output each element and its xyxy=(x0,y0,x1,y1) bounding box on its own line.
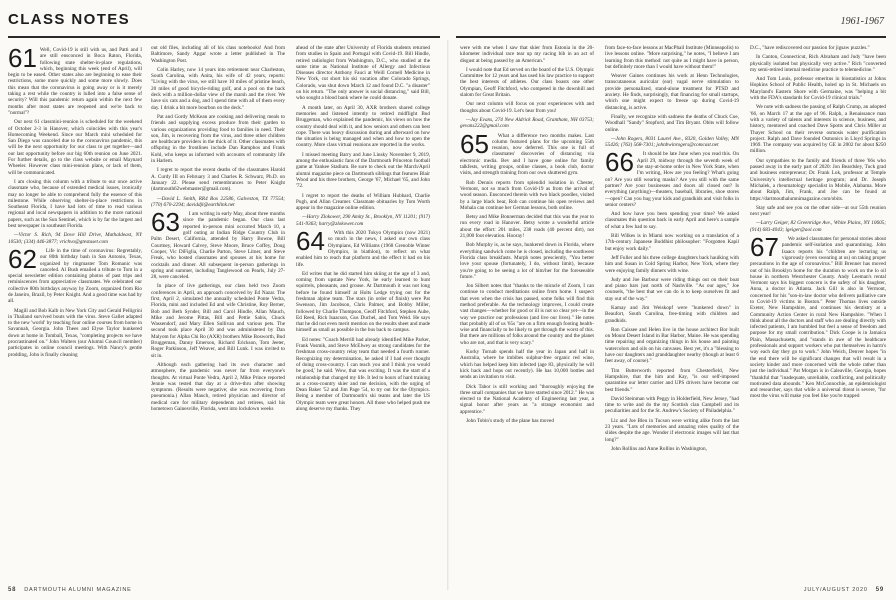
paragraph: In Canton, Connecticut, Rich Abraham and Judy "have been physically isolated but physically very active." Rich "converted my semi-retired internal medicine practice to telemedicine." xyxy=(750,54,886,73)
class-entry xyxy=(296,226,430,268)
paragraph: Although each gathering had its own character and atmosphere, the pandemic was never far from everyone's thoughts. At virtual Ponte Vedra, April 2, Mike Prince reported Jennie was tested that day at a drive-thru after showing symptoms. (Results were negative; she was recovering from pneumonia.) Allan Mauch, retired physician and director of medical care for military dependents and retirees, said his hometown Gainesville, Florida, went into lockdown weeks xyxy=(151,361,285,413)
paragraph: Weaver Gaines continues his work at Henn Technologies, transcutaneous auricular (ear) vagal nerve stimulation to provide personalized, stand-alone treatment for PTSD and anxiety. He finds, surprisingly, that financing for small startups, which one might expect to freeze up during Covid-19 distancing, is active. xyxy=(605,73,739,111)
class-year-number: 67 xyxy=(750,232,779,263)
issue-date: JULY/AUGUST 2020 xyxy=(803,587,868,593)
class-entry xyxy=(151,207,285,281)
paragraph: Ron Caissee and Helen live in the house architect Bor built on Mount Desert Island in Bar Harbor, Maine. He was spending time repairing and organizing things in his house and painting watercolors and oils on his canvases. Best yet, it's a "blessing to have our daughters and granddaughter nearby (though at least 6 feet away, of course)." xyxy=(605,326,739,365)
paragraph: John Rollins and Anne Rollins in Washington, xyxy=(611,445,707,452)
paragraph: Ed writes that he did started him skiing at the age of 3 and, coming from upstate New York, he early learned to hunt squirrels, pheasants, and grouse. At Dartmouth it was not long before he found himself at Holts Ledge trying out for the freshman alpine team. The stars (in order of finish) were Pat Swenson, Jim Jacobson, Chris Palmer, and Bobby Miller, followed by Charlie Thompson, Geoff Fitchford, Stephen Aube, Ed Reed, Rick Isaacson, Gus Duchel, and Tom Weid. He says that he did not even merit mention on the results sheet and made himself as small as possible in the bus back to campus. xyxy=(296,270,430,334)
paragraph-text: Well, Covid-19 is still with us, and Patti and I are still ensconced in Boca Raton, Florida, following state shelter-in-place regulations, which, beginning this week (end of April), will begin to be eased. Other states also are beginning to ease their restrictions, some more quickly and some more slowly. Does this mean that the coronavirus is going away or is it merely taking a rest while the country is lulled into a false sense of security? Will this pandemic return again within the next few months after most states are reopened and we're back to "normal"? xyxy=(8,47,142,116)
class-entry xyxy=(460,128,594,177)
signature: —John Rogers, 8031 Laurel Ave., 8320, Golden Valley, MN 55426; (763) 568-7301; johnbwinrogers@comcast.net xyxy=(605,135,739,149)
column-1 xyxy=(8,45,142,580)
class-entry xyxy=(8,47,142,116)
paragraph: Colin Harley, now 14 years into retirement near Charleston, South Carolina, with Anita, his wife of 42 years, reports: "Living with the virus, we still have 10 miles of pristine beach, 20 miles of good bicycle-riding golf, and a pool on the back deck with a million-dollar view of the marsh and the river. We have six cats and a dog, and I spend time with all of them every day. I drink a bit more bourbon on the deck." xyxy=(151,66,285,111)
class-entry xyxy=(8,243,142,305)
paragraph: John Tobin's study of the plane has moved xyxy=(466,418,554,425)
paragraph-text: Life in the time of coronavirus: Regrettably, our 80th birthday bash in San Antonio, Texas, organized by ringmaster Tom Romanic was canceled. Al Bush emailed a tribute to Tom in a special newsletter edition containing photos of past trips and reminiscences from appreciative classmates. We celebrated our collective 80th birthdays anyway by Zoom, organized from Rio de Janeiro, Brazil, by Peter Knight. And a good time was had by all. xyxy=(8,247,142,305)
paragraph: Our next column will focus on your experiences with and thoughts about Covid-19. Let's hear from you! xyxy=(460,101,594,114)
paragraph: were with me when I saw that skier from Estonia in the 20-kilometer individual race tear up my racing bib in an act of disgust at being passed by an American." xyxy=(460,45,594,64)
paragraph: And Tom Louis, professor emeritus in biostatistics at Johns Hopkins School of Public Health, holed up in St. Michaels on Maryland's Eastern Shore with Germaine, was "helping a bit with the FDA's standards for Covid-19 clinical trials." xyxy=(750,76,886,102)
paragraph: Rob Dennis reports from splendid isolation in Chester, Vermont, not so much from Covid-19 as from the arrival of wood season. Ensconced therein with two black poodles, visited by a large black bear, Rob can continue his open reviews and Mohala can continue her German lessons, both online. xyxy=(460,179,594,211)
page-gutter xyxy=(447,40,449,590)
paragraph-text: I am writing in early May, about three months since the pandemic began. Our class last reported in-person mini occurred March 10, a golf outing at Indian Ridge Country Club in Palm Desert, California, attended by Harry Bowne, Bill Courtney, Howard Calvey, Steve Moore, Bruce Coffey, Doug Cooper, Vic DiFiglia, Charlie Parton, Steve Litner, and Steve Freak, who hosted classmates and spouses at his home for cocktails and dinner. All subsequent in-person gatherings in spring and summer, including Tanglewood on Pearls, July 27-28, were canceled. xyxy=(151,211,285,281)
section-title: CLASS NOTES xyxy=(8,11,131,28)
column-5 xyxy=(605,45,739,580)
column-6 xyxy=(750,45,886,580)
paragraph: Judy and Joe Barbour were riding things out on their boat and piano bars just north of Nashville. "As our ages," Joe counsels, "the best that we can do is to keep ourselves fit and stay out of the way." xyxy=(605,276,739,302)
class-year-number: 65 xyxy=(460,128,489,159)
paragraph: Korky Tornab spends half the year in Japan and half in Australia, where he imbibes sulphur-free organic red wine, which has helped keep him infected (age 83, physically he will kick back and hops out recently). He has 10,000 bottles and sends an invitation to visit. xyxy=(460,349,594,381)
paragraph: And how have you been spending your time? We asked classmates this question back in early April and here's a sample of what a few had to say. xyxy=(605,211,739,230)
paragraph: Jeff Fuller and his three college daughters back haulking with him and Susan in Cold Spring Harbor, New York, where they were enjoying family dinners with wine. xyxy=(605,254,739,274)
paragraph: Stay safe and see you on the other side—at our 55th reunion next year! xyxy=(750,204,886,218)
paragraph: Liz and Joe Bleu in Tucson were writing alike from the last 23 years. "Lots of memories and amazing roles quality of the slides despite the age. Wonder if electronic images will last that long?" xyxy=(605,417,739,443)
class-years: 1961-1967 xyxy=(840,16,884,27)
signature: —Larry Geiger, 82 Greenridge Ave., White Plains, NY 10605; (914) 683-4043; lgeiger@aol.com xyxy=(750,220,886,233)
paragraph: I regret to report the recent deaths of the classmates Harold A. Curdy III on February 3 and Charles R. Schwarz, Ph.D. on January 22. Please send remembrances to Peter Knight (dartmouth62webmaster@gmail.com). xyxy=(151,167,285,193)
paragraph: Magill and Bob Kalb in New York City and Gerald Pelligrini in Thailand survived bouts with the virus. Steve Gallet adapted to the new 'world' by teaching four online courses from home in Savannah, Georgia. John Thees and Elyse Taylor hunkered down at home in Tomball, Texas, "completing projects we have procrastinated on." John Walters (our Alumni Council member) participates in online council meetings. With Nancy's gentle prodding, John is finally cleaning xyxy=(8,307,142,358)
paragraph: Bob Murphy is, as he says, hunkered down in Florida, where everything sandwich come he is closed, including the southwest Florida class breakfasts. Murph notes presciently, "You better love your spouse (fortunately, I do, without limit), because you're going to be seeing a lot of him/her for the foreseeable future." xyxy=(460,242,594,280)
paragraph-text: It should be late June when you read this. On April 29, midway through the seventh week of the stay-at-home order in New York State, when I'm writing, How are you feeling? What's going on? Are you still wearing masks? Are you still with the same partner? Are your businesses and doors all closed out? Is everything (anything)—theaters, baseball, libraries, shoe stores—open? Can you hug your kids and grandkids and visit folks in senior centers? xyxy=(605,151,739,208)
paragraph: Our sympathies to the family and friends of three '66s who passed away in the early part of 2020: Jon Beardsley, Tuck grad and business entrepreneur; Dr. Frank Lok, professor at Temple University's intellectual heritage program; and Dr. Joseph Michalek, a rheumatology specialist in Mobile, Alabama. More about Ralph, Jim, Frank, and Joe can be found at https://dartmouthalumnimagazine.com/obits. xyxy=(750,157,886,202)
column-3 xyxy=(296,45,430,580)
paragraph: I am closing this column with a tribute to our once active classmate who, because of extended medical issues, ironically may no longer be able to comprehend fully the essence of this milestone. While observing shelter-in-place restrictions in Southeast Florida, I have had lots of time to read various regional and local newspapers in addition to the more national papers, such as the Sun Sentinel, which is by far the largest and best newspaper in southeast Florida. xyxy=(8,178,142,230)
paragraph: ahead of the state after University of Florida students returned from studies in Spain and Portugal with Covid-19. Bill Hindle, retired radiologist from Washington, D.C., who studied at the same time as National Institute of Allergy and Infectious Diseases director Anthony Fauci at Weill Cornell Medicine in New York, cut short his ski vacation after Colorado Springs, Colorado, was shut down March 12 and found D.C. "a disaster" on his return. "The only answer is social distancing," said Bill, who sought a blood bank where he could donate. xyxy=(296,45,430,102)
class-entry xyxy=(750,232,886,400)
class-year-number: 62 xyxy=(8,243,37,274)
paragraph-text: What a difference two months makes. Last column featured plans for the upcoming 55th reunion, now deferred. This one is full of classmates' discoveries of distancing via electronic media. Bev and I have gone online for family talkfests, writing groups, online classes, a book club, doctor visits, and strength training from our own shuttered gym. xyxy=(460,132,594,177)
page-number-right: 59 xyxy=(875,587,884,593)
paragraph: Jon Silbert notes that "thanks to the miracle of Zoom, I can continue to conduct meditations online from home. I suspect that even when the crisis has passed, some folks will find this method preferable. As the technology improves, I could create vast changes—whether for good or ill is not so clear yet—in the way we practice our professions (and live our lives)." He notes that probably all of us '65s "are on a firm enough footing health-wise and financially to be likely to get through the worst of this. But there are millions of folks around the country and the planet who are not, and that is very scary." xyxy=(460,283,594,346)
paragraph: Dick Tabor is still working and "thoroughly enjoying the three small companies that we have started since 2012." He was elected to the National Academy of Engineering last year, a signal honor after years as "a strange economist and apprentice." xyxy=(460,383,594,415)
magazine-name: DARTMOUTH ALUMNI MAGAZINE xyxy=(24,587,132,593)
header-rule-left xyxy=(8,36,440,38)
paragraph: A month later, on April 30, AXR brothers shared college memories and listened intently to retired midflight Bud Bruggeman, who explained the pandemic, his views on how the country should deal with it, and how seniors and others can best cope. There was heavy discussion during and afterward on how the situation is being managed and when and how to open the country. More class virtual reunions are reported in the works. xyxy=(296,104,430,149)
paragraph: We note with sadness the passing of Ralph Crump, an adopted '66, on March 17 at the age of 96. Ralph, a Renaissance man with a variety of talents and interests in science, business, and history, mentored and coached Dave Spotts and Chris Miller at Thayer School on their reverse osmosis water purification project. Ralph and Dave founded Osmonics in Lloyd Springs in 1969. The company was acquired by GE in 2002 for about $250 million. xyxy=(750,104,886,155)
signature: —Jay Evans, 274 New Aldrick Road, Grantham, NH 03753; gevans222@gmail.com xyxy=(460,116,594,130)
footer-right xyxy=(804,587,884,593)
column-2 xyxy=(151,45,285,580)
class-year-number: 64 xyxy=(296,226,325,257)
paragraph: Pat and Gordy McKean are cooking and delivering meals to friends and supplying excess produce from their garden to various organizations providing food to families in need. Their son, Jim, is recovering from the virus, and three other children are healthcare providers in the thick of it. Other classmates with offspring in the frontlines include Dan Ramphos and Frank Kohl, who keeps us informed with accounts of community life in Harlem. xyxy=(151,113,285,165)
paragraph-text: We asked classmates for personal stories about pandemic self-isolation and quarantining. John Isaacs reports his "children are lecturing us vigorously (even swearing at us) on taking proper precautions in the age of coronavirus." Bill Brenner has moved out of his Brooklyn home for the duration to work on the lo oil house in northern Westchester County. Andy Leeman's rental Vermont says his biggest concern is the safety of his daughter, Anna, a doctor in Atlanta. Jack Gill is also in Vermont, concerned for his "son-in-law doctor who delivers palliative care to Covid-19 victims in Boston." Peter Thomas lives outside Exeter, New Hampshire, and continues his dentistry at a Community Action Center in rural New Hampshire. "When I think about all the doctors and staff who are dealing directly with infected patients, I am humbled but feel a sense of freedom and purpose for my small contribution." Dick Coope is in Jamaica Plain, Massachusetts, and "stands in awe of the healthcare professionals and support workers who put themselves in harm's way each day they go to work." John Weich, Denver hopes "in the end there will be significant changes that will result in a society kinder and more concerned with the whole rather than just the individual." Pat Morgan is in Caleaville, Georgia, hopes "thankful that "inadequate, unreliable, conflicting, and politically motivated data abounds." Ken McConnochie, an epidemiologist and researcher, says that while a universal threat is severe, "for most the virus will make you feel like you're trapped xyxy=(750,236,886,400)
paragraph: Bill Wilkes is in Miami now working on a translation of a 17th-century Japanese Buddhist philosopher: "Forgotten Kapil but enjoy work daily." xyxy=(605,233,739,252)
paragraph: David Steinman with Peggy in Holderfield, New Jersey, "had time to write and do the my Scottish clan Campbell and its peculiarities and for the St. Andrew's Society of Philadelphia." xyxy=(605,395,739,415)
header-rule-right xyxy=(456,36,886,38)
class-year-number: 61 xyxy=(8,45,37,73)
paragraph: Finally, we recognize with sadness the deaths of Chuck Coe, Woodhall "Sandy" Stopford, and Tim Bryant. Obits will follow online. xyxy=(605,113,739,133)
page-number-left: 58 xyxy=(8,587,17,593)
column-4 xyxy=(460,45,594,580)
footer-left xyxy=(8,587,132,593)
paragraph: out old files, including all of his class notebooks! And from Baltimore, Sandy Apgar wrote a letter published in The Washington Post. xyxy=(151,45,285,64)
signature: —Harry Zlokower, 290 Amity St., Brooklyn, NY 11201; (917) 541-9363; harry@zlokower.com xyxy=(296,214,430,227)
paragraph: I missed meeting Barry and June Linsky November 9, 2019, among the enthusiastic fans of the Dartmouth Princeton football game at Yankee Stadium. Be sure to check out the March/April alumni magazine piece on Dartmouth siblings that features Blair Wood and his three brothers, George '67, Michael '65, and John '72. xyxy=(296,151,430,190)
paragraph: D.C., "have rediscovered our passion for jigsaw puzzles." xyxy=(750,45,870,51)
class-year-number: 66 xyxy=(605,147,634,178)
paragraph: Tim Butterworth reported from Chesterfield, New Hampshire, that the him and Kay, "is our self-imposed quarantine our letter carrier and UPS drivers have become our best friends." xyxy=(605,367,739,393)
class-entry xyxy=(605,147,739,208)
paragraph: I would note that Ed served on the board of the U.S. Olympic Committee for 12 years and has used his law practice to support the best interests of athletes. Our class boasts one other Olympian, Geoff Fitchford, who competed in the downhill and slalom for Great Britain. xyxy=(460,66,594,99)
paragraph: from face-to-face lessons at MacPhail Institute (Minneapolis) to live lessons online. "More surprising," he notes, "I believe I am learning from this method: not quite as I might have in person, but definitely more than I would have without them!" xyxy=(605,45,739,70)
paragraph: Betsy and Mike Bonnerman decided that this was the year to run every road in Hanover. Betsy wrote a wonderful article about the effort: 201 miles, 238 roads (40 percent dirt), not 21,000 foot elevation. Hooray! xyxy=(460,214,594,240)
paragraph: Kamay and Jim Weiskopf were "hunkered down" in Beaufort, South Carolina, free-timing with children and grandkids. xyxy=(605,304,739,324)
paragraph: Ed notes: "Coach Merrill had already identified Mike Parker, Frank Vosmik, and Steve McElwey as strong candidates for the freshman cross-country relay team that needed a fourth runner. Recognizing my determination, he asked if I had ever thought of doing cross-country. I can teach you and I think you would be good,' he said. Wow, that was exciting. It was the start of a relationship that changed my life. It led to hours of hard training as a cross-country skier and me decision, with the urging of Dean Baker '52 and Jim Page '54, to try out for the Olympics. Being a member of Dartmouth's ski teams and later the US Olympic team were great honors. All those who helped push me along deserve my thanks. They xyxy=(296,336,430,413)
signature: —Victor S. Rich, 94 Dove Hill Drive, Mathaldeast, NY 10530; (334) 446-3877; vrichvo@gtestuset.com xyxy=(8,232,142,245)
paragraph: Our next 61 classmini-reunion is scheduled for the weekend of October 2-3 in Hanover, which coincides with this year's Homecoming Weekend. Since our March mini scheduled for San Diego was canceled due to the coronavirus pandemic, this will be the next opportunity for our class to get together—and our last opportunity before our big 60th reunion on June 2021. For further details, go to the class website or email Maynard Wheeler. However class mini-reunion plans, or lack of them, will be communicated. xyxy=(8,119,142,176)
signature: —David L. Smith, RR4 Box 22586, Galveston, TX 77554; (770) 670-2294; daviddjl@earthlink.net xyxy=(151,195,285,208)
paragraph-text: With this 2020 Tokyo Olympics (now 2021) so much in the news, I asked our own class Olympians, Ed Williams (1968 Grenoble Winter Olympics, in biathlon), to reflect on what enabled him to reach that platform and the effect it had on his life. xyxy=(296,230,430,268)
paragraph: I regret to report the deaths of William Hubbard, Charlie Pugh, and Allan Creamer. Classmate obituaries by Tom Worth appear in the magazine online edition. xyxy=(296,192,430,212)
paragraph: In place of live gatherings, our class held two Zoom conferences in April, an approach conceived by Ed Nazar. The first, April 2, simulated the annually scheduled Ponte Vedra, Florida, mini and included Ed and wife Christine, Roy Berner, Bob and Beth Synder, Bill and Carol Hindle, Allan Mauch, Mike and Jerome Pittas, Bill and Pettie Sabis, Chuck Wassendorf, and Mary Ellen Sullivan and various pets. The second took place April 30 and was administered by Dan Malyom for Alpha Chi Ro (AXR) brothers Mike Bosworth, Bud Bruggeman, Danny Emerson, Richard Erickson, Tom Jeeter, Roger Parkinson, Jeff Weaver, and Bill Lunk. I was invited to sit in. xyxy=(151,283,285,359)
class-year-number: 63 xyxy=(151,207,180,238)
